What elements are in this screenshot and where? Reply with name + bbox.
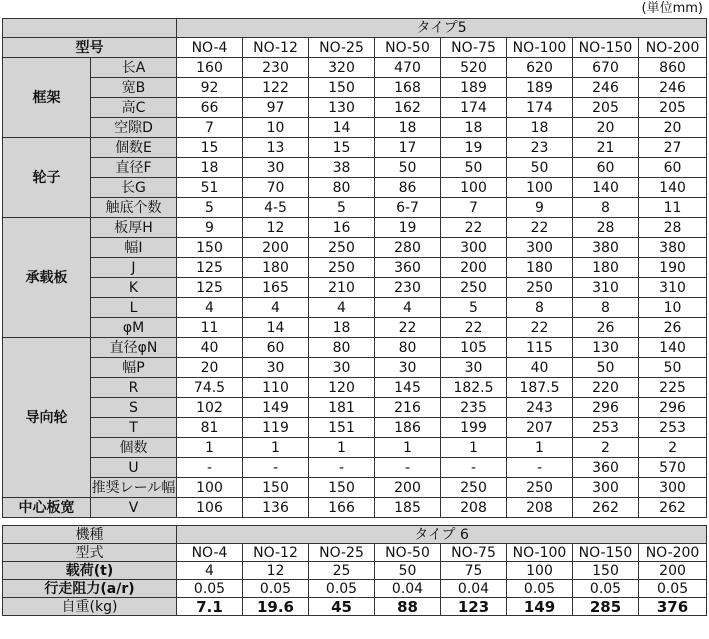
table-row (3, 258, 707, 278)
value-cell: 0.05 (507, 580, 573, 598)
value-cell: 189 (441, 78, 507, 98)
group-label: 框架 (3, 58, 91, 138)
value-cell: 88 (375, 598, 441, 616)
row-label: 推奨レール幅 (91, 479, 176, 496)
row-label: 個数E (91, 138, 177, 158)
model-cell: NO-12 (243, 38, 309, 58)
row-label: 自重(kg) (3, 598, 177, 616)
value-cell: 81 (177, 418, 243, 438)
value-cell: 7.1 (177, 598, 243, 616)
value-cell: 150 (177, 238, 243, 258)
value-cell: 19 (441, 138, 507, 158)
table-row (3, 378, 707, 398)
group-label: 导向轮 (3, 338, 91, 498)
value-cell: 250 (507, 478, 573, 498)
value-cell: 12 (243, 218, 309, 238)
unit-label: (単位mm) (641, 1, 703, 16)
value-cell: 2 (639, 438, 707, 458)
row-label: 载荷(t) (3, 562, 177, 580)
value-cell: 190 (639, 258, 707, 278)
value-cell: 123 (441, 598, 507, 616)
model-cell: NO-100 (507, 544, 573, 562)
value-cell: 670 (573, 58, 639, 78)
value-cell: 4 (309, 298, 375, 318)
value-cell: 17 (375, 138, 441, 158)
value-cell: 205 (573, 98, 639, 118)
value-cell: 70 (243, 178, 309, 198)
value-cell: 0.05 (177, 580, 243, 598)
value-cell: 189 (507, 78, 573, 98)
value-cell: 27 (639, 138, 707, 158)
value-cell: 38 (309, 158, 375, 178)
table-row (3, 178, 707, 198)
value-cell: 4 (243, 298, 309, 318)
value-cell: 162 (375, 98, 441, 118)
value-cell: 60 (573, 158, 639, 178)
value-cell: 80 (309, 338, 375, 358)
row-label: 长G (91, 178, 177, 198)
value-cell: 130 (573, 338, 639, 358)
value-cell: 6-7 (375, 198, 441, 218)
value-cell: 80 (375, 338, 441, 358)
value-cell: 520 (441, 58, 507, 78)
model-cell: NO-150 (573, 544, 639, 562)
table-row (3, 238, 707, 258)
row-label: 行走阻力(a/r) (3, 580, 177, 598)
row-label: 幅P (91, 358, 177, 378)
value-cell: 7 (441, 198, 507, 218)
model-cell: NO-100 (507, 38, 573, 58)
value-cell: 150 (243, 478, 309, 498)
model-cell: NO-200 (639, 544, 707, 562)
value-cell: 100 (441, 178, 507, 198)
value-cell: 150 (309, 78, 375, 98)
value-cell: 300 (507, 238, 573, 258)
model-cell: NO-50 (375, 544, 441, 562)
value-cell: 16 (309, 218, 375, 238)
value-cell: 250 (441, 278, 507, 298)
value-cell: 253 (639, 418, 707, 438)
value-cell: 50 (639, 358, 707, 378)
value-cell: 360 (573, 458, 639, 478)
value-cell: 285 (573, 598, 639, 616)
value-cell: 20 (639, 118, 707, 138)
value-cell: 22 (441, 318, 507, 338)
row-label: 板厚H (91, 218, 177, 238)
value-cell: 166 (309, 498, 375, 518)
value-cell: 300 (573, 478, 639, 498)
value-cell: 380 (573, 238, 639, 258)
value-cell: 40 (177, 338, 243, 358)
value-cell: 180 (573, 258, 639, 278)
value-cell: 145 (375, 378, 441, 398)
value-cell: 1 (177, 438, 243, 458)
value-cell: 149 (507, 598, 573, 616)
table-row (3, 158, 707, 178)
center-plate-row (3, 498, 707, 518)
model-header-row (3, 544, 707, 562)
value-cell: 620 (507, 58, 573, 78)
model-cell: NO-75 (441, 38, 507, 58)
value-cell: 262 (639, 498, 707, 518)
table-row (3, 218, 707, 238)
value-cell: 151 (309, 418, 375, 438)
value-cell: 10 (639, 298, 707, 318)
value-cell: 0.04 (375, 580, 441, 598)
value-cell: 216 (375, 398, 441, 418)
value-cell: 0.05 (573, 580, 639, 598)
value-cell: 9 (507, 198, 573, 218)
value-cell: 23 (507, 138, 573, 158)
model-header-row (3, 38, 707, 58)
value-cell: 296 (573, 398, 639, 418)
machine-label: 機種 (3, 526, 177, 544)
value-cell: 208 (441, 498, 507, 518)
value-cell: 12 (243, 562, 309, 580)
value-cell: 4 (177, 298, 243, 318)
row-label: 高C (91, 98, 177, 118)
table-row (3, 358, 707, 378)
model-cell: NO-200 (639, 38, 707, 58)
row-label: 触底个数 (91, 198, 177, 218)
value-cell: 66 (177, 98, 243, 118)
value-cell: 200 (243, 238, 309, 258)
value-cell: 160 (177, 58, 243, 78)
value-cell: 208 (507, 498, 573, 518)
value-cell: 97 (243, 98, 309, 118)
value-cell: 122 (243, 78, 309, 98)
value-cell: 40 (507, 358, 573, 378)
value-cell: 168 (375, 78, 441, 98)
value-cell: 200 (441, 258, 507, 278)
model-cell: NO-150 (573, 38, 639, 58)
value-cell: 235 (441, 398, 507, 418)
value-cell: 570 (639, 458, 707, 478)
row-label: 幅I (91, 238, 177, 258)
value-cell: 25 (309, 562, 375, 580)
row-label: L (91, 298, 177, 318)
table-row (3, 598, 707, 616)
value-cell: - (177, 458, 243, 478)
row-label: J (91, 258, 177, 278)
value-cell: - (441, 458, 507, 478)
value-cell: 125 (177, 278, 243, 298)
value-cell: 106 (177, 498, 243, 518)
value-cell: 230 (375, 278, 441, 298)
table-row (3, 98, 707, 118)
row-label: 宽B (91, 78, 177, 98)
value-cell: 470 (375, 58, 441, 78)
value-cell: 100 (177, 478, 243, 498)
value-cell: 0.05 (309, 580, 375, 598)
value-cell: 120 (309, 378, 375, 398)
value-cell: 250 (441, 478, 507, 498)
value-cell: 20 (573, 118, 639, 138)
value-cell: 105 (441, 338, 507, 358)
value-cell: 18 (507, 118, 573, 138)
value-cell: 80 (309, 178, 375, 198)
value-cell: 200 (639, 562, 707, 580)
value-cell: 26 (639, 318, 707, 338)
row-label: φM (91, 318, 177, 338)
value-cell: 15 (177, 138, 243, 158)
value-cell: 11 (639, 198, 707, 218)
value-cell: 2 (573, 438, 639, 458)
value-cell: 185 (375, 498, 441, 518)
value-cell: 14 (309, 118, 375, 138)
value-cell: 180 (243, 258, 309, 278)
value-cell: - (507, 458, 573, 478)
value-cell: 110 (243, 378, 309, 398)
value-cell: 50 (507, 158, 573, 178)
value-cell: 119 (243, 418, 309, 438)
value-cell: 136 (243, 498, 309, 518)
value-cell: 18 (309, 318, 375, 338)
value-cell: 246 (639, 78, 707, 98)
value-cell: 150 (309, 478, 375, 498)
value-cell: 125 (177, 258, 243, 278)
value-cell: 300 (639, 478, 707, 498)
value-cell: 28 (573, 218, 639, 238)
value-cell: 8 (507, 298, 573, 318)
value-cell: 150 (573, 562, 639, 580)
value-cell: 174 (441, 98, 507, 118)
value-cell: 18 (375, 118, 441, 138)
value-cell: 182.5 (441, 378, 507, 398)
value-cell: 186 (375, 418, 441, 438)
spec-table-type5 (2, 18, 707, 518)
type-label: タイプ5 (177, 19, 707, 38)
value-cell: 20 (177, 358, 243, 378)
spec-table-type6 (2, 525, 707, 616)
value-cell: 22 (507, 218, 573, 238)
value-cell: 30 (309, 358, 375, 378)
value-cell: 10 (243, 118, 309, 138)
group-label: 轮子 (3, 138, 91, 218)
value-cell: 860 (639, 58, 707, 78)
value-cell: 376 (639, 598, 707, 616)
value-cell: 60 (639, 158, 707, 178)
value-cell: - (309, 458, 375, 478)
value-cell: 310 (639, 278, 707, 298)
table-row (3, 458, 707, 478)
value-cell: 7 (177, 118, 243, 138)
value-cell: 250 (507, 278, 573, 298)
table-row (3, 118, 707, 138)
table-row (3, 278, 707, 298)
value-cell: 1 (243, 438, 309, 458)
value-cell: 9 (177, 218, 243, 238)
model-cell: NO-50 (375, 38, 441, 58)
value-cell: 102 (177, 398, 243, 418)
center-plate-sublabel: V (91, 498, 177, 518)
value-cell: 13 (243, 138, 309, 158)
value-cell: 4-5 (243, 198, 309, 218)
value-cell: 5 (309, 198, 375, 218)
value-cell: 60 (243, 338, 309, 358)
model-cell: NO-12 (243, 544, 309, 562)
row-label: 直径F (91, 158, 177, 178)
value-cell: 4 (375, 298, 441, 318)
value-cell: 100 (507, 562, 573, 580)
table-row (3, 318, 707, 338)
value-cell: 200 (375, 478, 441, 498)
value-cell: 262 (573, 498, 639, 518)
value-cell: 250 (309, 258, 375, 278)
group-label: 承载板 (3, 218, 91, 338)
type-header-row (3, 19, 707, 38)
row-label: T (91, 418, 177, 438)
row-label: 空隙D (91, 118, 177, 138)
value-cell: 140 (639, 178, 707, 198)
value-cell: 280 (375, 238, 441, 258)
value-cell: 140 (573, 178, 639, 198)
value-cell: 92 (177, 78, 243, 98)
value-cell: 205 (639, 98, 707, 118)
value-cell: 220 (573, 378, 639, 398)
machine-header-row (3, 526, 707, 544)
value-cell: 1 (309, 438, 375, 458)
value-cell: 199 (441, 418, 507, 438)
value-cell: 1 (375, 438, 441, 458)
value-cell: 14 (243, 318, 309, 338)
value-cell: 1 (441, 438, 507, 458)
value-cell: 140 (639, 338, 707, 358)
table-row (3, 138, 707, 158)
value-cell: 4 (177, 562, 243, 580)
table-row (3, 398, 707, 418)
table-row (3, 478, 707, 498)
value-cell: 250 (309, 238, 375, 258)
corner-cell (3, 19, 177, 38)
value-cell: 28 (639, 218, 707, 238)
value-cell: 0.05 (639, 580, 707, 598)
value-cell: 230 (243, 58, 309, 78)
value-cell: 165 (243, 278, 309, 298)
value-cell: 187.5 (507, 378, 573, 398)
value-cell: 50 (573, 358, 639, 378)
value-cell: 50 (441, 158, 507, 178)
value-cell: 18 (177, 158, 243, 178)
value-cell: 296 (639, 398, 707, 418)
model-cell: NO-25 (309, 544, 375, 562)
value-cell: 15 (309, 138, 375, 158)
value-cell: 30 (243, 358, 309, 378)
table-row (3, 418, 707, 438)
value-cell: 11 (177, 318, 243, 338)
value-cell: 30 (375, 358, 441, 378)
table-row (3, 298, 707, 318)
row-label: 长A (91, 58, 177, 78)
value-cell: 115 (507, 338, 573, 358)
value-cell: 149 (243, 398, 309, 418)
model-cell: NO-75 (441, 544, 507, 562)
table-row (3, 338, 707, 358)
value-cell: 207 (507, 418, 573, 438)
value-cell: 174 (507, 98, 573, 118)
value-cell: 246 (573, 78, 639, 98)
table-row (3, 198, 707, 218)
value-cell: - (375, 458, 441, 478)
value-cell: 360 (375, 258, 441, 278)
value-cell: 18 (441, 118, 507, 138)
value-cell: 45 (309, 598, 375, 616)
value-cell: 0.05 (243, 580, 309, 598)
value-cell: 22 (441, 218, 507, 238)
value-cell: 75 (441, 562, 507, 580)
value-cell: 253 (573, 418, 639, 438)
row-label: 個数 (91, 438, 177, 458)
value-cell: - (243, 458, 309, 478)
value-cell: 8 (573, 198, 639, 218)
row-label: U (91, 458, 177, 478)
row-label: K (91, 278, 177, 298)
value-cell: 1 (507, 438, 573, 458)
value-cell: 51 (177, 178, 243, 198)
model-cell: NO-4 (177, 544, 243, 562)
value-cell: 30 (441, 358, 507, 378)
value-cell: 22 (507, 318, 573, 338)
value-cell: 180 (507, 258, 573, 278)
value-cell: 50 (375, 562, 441, 580)
value-cell: 74.5 (177, 378, 243, 398)
value-cell: 130 (309, 98, 375, 118)
table-row (3, 58, 707, 78)
type-label: タイプ 6 (177, 526, 707, 544)
model-label: 型式 (3, 544, 177, 562)
value-cell: 5 (441, 298, 507, 318)
value-cell: 380 (639, 238, 707, 258)
value-cell: 5 (177, 198, 243, 218)
value-cell: 26 (573, 318, 639, 338)
model-cell: NO-25 (309, 38, 375, 58)
value-cell: 310 (573, 278, 639, 298)
table-row (3, 438, 707, 458)
value-cell: 19 (375, 218, 441, 238)
value-cell: 0.04 (441, 580, 507, 598)
model-label: 型号 (3, 38, 177, 58)
value-cell: 8 (573, 298, 639, 318)
value-cell: 19.6 (243, 598, 309, 616)
value-cell: 22 (375, 318, 441, 338)
table-row (3, 580, 707, 598)
value-cell: 30 (243, 158, 309, 178)
value-cell: 225 (639, 378, 707, 398)
row-label: R (91, 378, 177, 398)
value-cell: 300 (441, 238, 507, 258)
value-cell: 320 (309, 58, 375, 78)
center-plate-label: 中心板宽 (3, 498, 91, 518)
value-cell: 243 (507, 398, 573, 418)
value-cell: 100 (507, 178, 573, 198)
value-cell: 21 (573, 138, 639, 158)
value-cell: 86 (375, 178, 441, 198)
table-row (3, 78, 707, 98)
row-label: 直径φN (91, 338, 177, 358)
value-cell: 210 (309, 278, 375, 298)
value-cell: 50 (375, 158, 441, 178)
model-cell: NO-4 (177, 38, 243, 58)
row-label: S (91, 398, 177, 418)
table-row (3, 562, 707, 580)
value-cell: 181 (309, 398, 375, 418)
